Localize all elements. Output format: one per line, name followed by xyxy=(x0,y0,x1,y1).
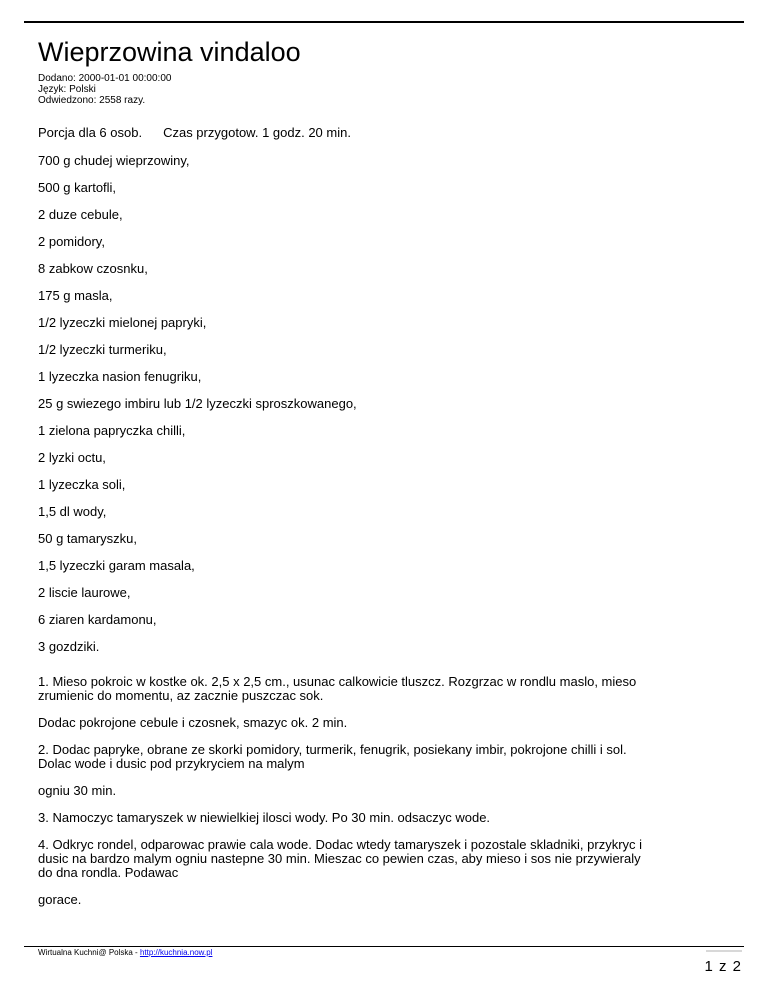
ingredient-item: 50 g tamaryszku, xyxy=(38,531,137,546)
step-paragraph: ogniu 30 min. xyxy=(38,783,117,798)
ingredient-item: 2 liscie laurowe, xyxy=(38,585,131,600)
ingredient-item: 25 g swiezego imbiru lub 1/2 lyzeczki sproszkowanego, xyxy=(38,396,357,411)
meta-language: Język: Polski xyxy=(38,84,96,95)
top-rule xyxy=(24,21,744,23)
ingredient-item: 175 g masla, xyxy=(38,288,113,303)
ingredient-item: 1 zielona papryczka chilli, xyxy=(38,423,186,438)
preparation-steps xyxy=(38,675,648,920)
footer-site-prefix: Wirtualna Kuchni@ Polska - xyxy=(38,948,140,957)
footer-rule xyxy=(24,946,744,947)
footer-watermark xyxy=(706,950,742,952)
ingredient-item: 1 lyzeczka soli, xyxy=(38,477,126,492)
ingredient-item: 500 g kartofli, xyxy=(38,180,117,195)
ingredient-item: 1,5 dl wody, xyxy=(38,504,107,519)
step-paragraph: 2. Dodac papryke, obrane ze skorki pomidory, turmerik, fenugrik, posiekany imbir, pokrojone chilli i sol. Dolac wode i dusic pod przykryciem na malym xyxy=(38,742,627,771)
ingredient-item: 3 gozdziki. xyxy=(38,639,100,654)
ingredient-item: 8 zabkow czosnku, xyxy=(38,261,148,276)
step-paragraph: gorace. xyxy=(38,892,82,907)
meta-visits: Odwiedzono: 2558 razy. xyxy=(38,95,146,106)
page-title: Wieprzowina vindaloo xyxy=(38,37,301,67)
step-paragraph: 3. Namoczyc tamaryszek w niewielkiej ilosci wody. Po 30 min. odsaczyc wode. xyxy=(38,810,491,825)
prep-time-text: Czas przygotow. 1 godz. 20 min. xyxy=(163,125,351,140)
ingredient-item: 1/2 lyzeczki mielonej papryki, xyxy=(38,315,207,330)
step-paragraph: 4. Odkryc rondel, odparowac prawie cala wode. Dodac wtedy tamaryszek i pozostale skladniki, przykryc i dusic na bardzo malym ogniu nastepne 30 min. Mieszac co pewien czas, aby mieso i sos nie przywieraly do dna rondla. Podawac xyxy=(38,837,643,880)
ingredient-item: 2 duze cebule, xyxy=(38,207,123,222)
page-number: 1 z 2 xyxy=(704,958,742,975)
step-paragraph: 1. Mieso pokroic w kostke ok. 2,5 x 2,5 cm., usunac calkowicie tluszcz. Rozgrzac w rondlu maslo, mieso zrumienic do momentu, az zacznie puszczac sok. xyxy=(38,674,637,703)
ingredient-item: 1,5 lyzeczki garam masala, xyxy=(38,558,195,573)
ingredient-item: 1 lyzeczka nasion fenugriku, xyxy=(38,369,202,384)
ingredient-item: 1/2 lyzeczki turmeriku, xyxy=(38,342,167,357)
ingredient-item: 6 ziaren kardamonu, xyxy=(38,612,157,627)
step-paragraph: Dodac pokrojone cebule i czosnek, smazyc ok. 2 min. xyxy=(38,715,348,730)
ingredients-list xyxy=(38,153,357,666)
portion-row xyxy=(38,125,351,141)
ingredient-item: 700 g chudej wieprzowiny, xyxy=(38,153,190,168)
footer-site-link[interactable]: http://kuchnia.now.pl xyxy=(139,948,213,957)
ingredient-item: 2 pomidory, xyxy=(38,234,105,249)
meta-added: Dodano: 2000-01-01 00:00:00 xyxy=(38,73,172,84)
portion-text: Porcja dla 6 osob. xyxy=(38,125,143,140)
ingredient-item: 2 lyzki octu, xyxy=(38,450,106,465)
footer-source xyxy=(38,948,212,958)
recipe-meta xyxy=(38,73,171,106)
